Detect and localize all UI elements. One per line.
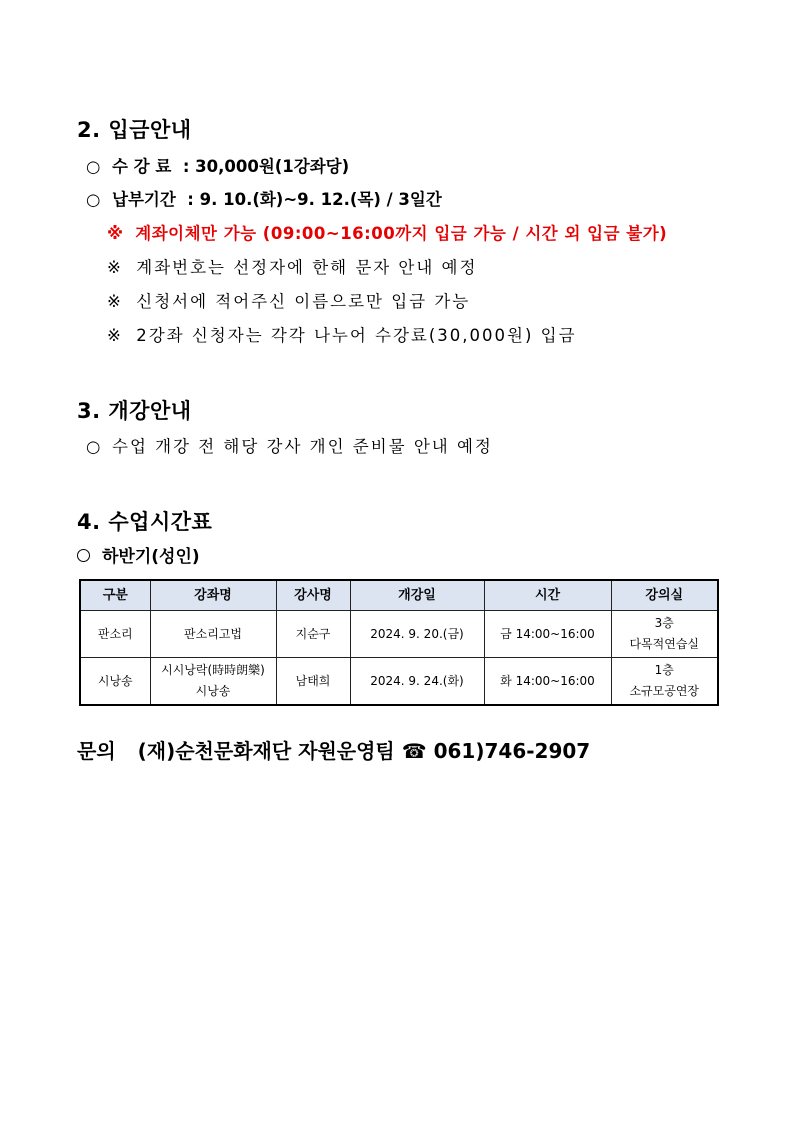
circle-bullet-icon: ○ xyxy=(86,157,101,176)
schedule-subheading: 하반기(성인) xyxy=(77,542,200,567)
account-number-note: ※ 계좌번호는 선정자에 한해 문자 안내 예정 xyxy=(107,258,478,277)
two-course-note: ※ 2강좌 신청자는 각각 나누어 수강료(30,000원) 입금 xyxy=(107,326,577,345)
circle-bullet-icon xyxy=(77,549,90,562)
fee-line xyxy=(86,153,349,177)
column-header: 강사명 xyxy=(276,580,350,611)
instructor-cell: 지순구 xyxy=(276,611,350,658)
reference-mark-icon: ※ xyxy=(107,326,123,345)
fee-label: 수 강 료 xyxy=(112,157,172,176)
reference-mark-icon: ※ xyxy=(107,224,124,243)
section-3-heading: 3. 개강안내 xyxy=(77,399,192,423)
category-cell: 시낭송 xyxy=(80,658,150,706)
room-cell: 1층 소규모공연장 xyxy=(611,658,718,706)
phone-icon: ☎ xyxy=(401,739,427,763)
fee-value: : 30,000원(1강좌당) xyxy=(182,157,350,176)
start-date-cell: 2024. 9. 20.(금) xyxy=(350,611,484,658)
course-cell: 시시낭락(時時朗樂) 시낭송 xyxy=(150,658,276,706)
contact-line xyxy=(77,735,590,764)
reference-mark-icon: ※ xyxy=(107,292,123,311)
category-cell: 판소리 xyxy=(80,611,150,658)
class-schedule-table xyxy=(79,579,719,706)
circle-bullet-icon: ○ xyxy=(86,437,103,456)
room-cell: 3층 다목적연습실 xyxy=(611,611,718,658)
payment-period-label: 납부기간 xyxy=(112,190,176,209)
table-header-row xyxy=(80,580,718,611)
start-date-cell: 2024. 9. 24.(화) xyxy=(350,658,484,706)
instructor-cell: 남태희 xyxy=(276,658,350,706)
column-header: 강좌명 xyxy=(150,580,276,611)
time-cell: 금 14:00~16:00 xyxy=(484,611,611,658)
transfer-only-notice: ※ 계좌이체만 가능 (09:00~16:00까지 입금 가능 / 시간 외 입금 불가) xyxy=(107,224,668,243)
circle-bullet-icon: ○ xyxy=(86,190,101,209)
reference-mark-icon: ※ xyxy=(107,258,123,277)
section-2-heading: 2. 입금안내 xyxy=(77,118,192,142)
name-match-note: ※ 신청서에 적어주신 이름으로만 입금 가능 xyxy=(107,292,471,311)
column-header: 시간 xyxy=(484,580,611,611)
contact-phone: 061)746-2907 xyxy=(433,739,591,763)
contact-label: 문의 xyxy=(77,739,116,763)
column-header: 강의실 xyxy=(611,580,718,611)
column-header: 개강일 xyxy=(350,580,484,611)
payment-period-value: : 9. 10.(화)~9. 12.(목) / 3일간 xyxy=(187,190,442,209)
course-cell: 판소리고법 xyxy=(150,611,276,658)
table-row xyxy=(80,611,718,658)
time-cell: 화 14:00~16:00 xyxy=(484,658,611,706)
table-row xyxy=(80,658,718,706)
preparation-note: ○ 수업 개강 전 해당 강사 개인 준비물 안내 예정 xyxy=(86,437,493,456)
contact-org: (재)순천문화재단 자원운영팀 xyxy=(137,739,395,763)
payment-period-line xyxy=(86,186,442,210)
column-header: 구분 xyxy=(80,580,150,611)
section-4-heading: 4. 수업시간표 xyxy=(77,510,213,534)
